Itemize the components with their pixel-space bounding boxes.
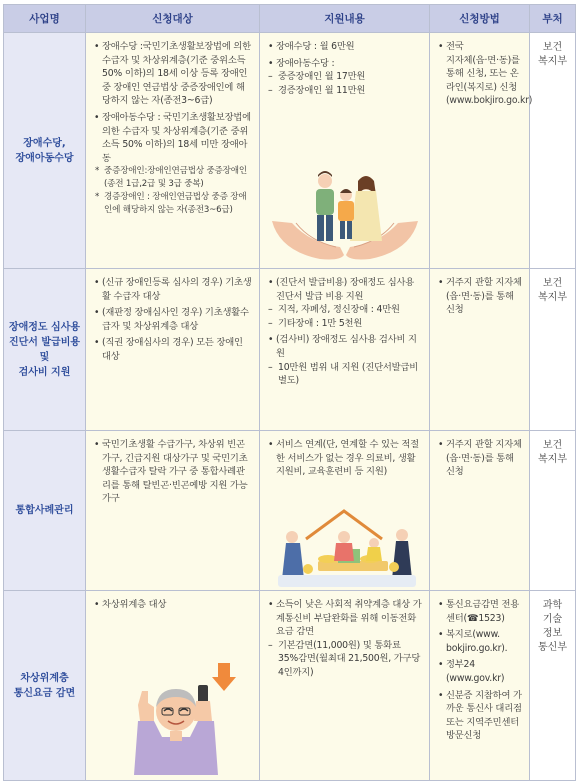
dept-cell: 보건 복지부: [530, 33, 576, 269]
header-target: 신청대상: [86, 5, 260, 33]
table-row: [4, 431, 576, 591]
table-row: [4, 269, 576, 431]
support-cell: • 소득이 낮은 사회적 취약계층 대상 가계통신비 부담완화를 위해 이동전화요금 감면 – 기본감면(11,000원) 및 통화료 35%감면(월최대 21,500원, 가구당 4인까지): [260, 591, 430, 781]
table-row: [4, 591, 576, 781]
target-cell: • (신규 장애인등록 심사의 경우) 기초생활 수급자 대상 • (재판정 장애심사인 경우) 기초생활수급자 및 차상위계층 대상 • (직권 장애심사의 경우) 모든 장애인 대상: [86, 269, 260, 431]
method-cell: • 거주지 관할 지자체(읍·면·동)를 통해 신청: [430, 269, 530, 431]
target-cell: • 장애수당 :국민기초생활보장법에 의한 수급자 및 차상위계층(기준 중위소득 50% 이하)의 18세 이상 등록 장애인 중 장애인 연금법상 중증장애인에 해당하지 않는 자(종전3~6급) • 장애아동수당 : 국민기초생활보장법에 의한 수급자 및 차상위계층(기준 중위소득 50% 이하)의 18세 미만 장애아동 * 중증장애인:장애인연금법상 중증장애인(종전 1급,2급 및 3급 중복) * 경증장애인 : 장애인연금법상 중증 장애인에 해당하지 않는 자(종전3~6급): [86, 33, 260, 269]
method-cell: • 통신요금감면 전용센터(☎1523) • 복지로(www. bokjiro.go.kr). • 정부24 (www.gov.kr) • 신분증 지참하여 가까운 통신사 대리점 또는 지역주민센터 방문신청: [430, 591, 530, 781]
dept-cell: 과학 기술 정보 통신부: [530, 591, 576, 781]
dept-cell: 보건 복지부: [530, 269, 576, 431]
header-method: 신청방법: [430, 5, 530, 33]
method-cell: • 거주지 관할 지자체(읍·면·동)를 통해 신청: [430, 431, 530, 591]
program-name: 통합사례관리: [4, 431, 86, 591]
target-cell: • 국민기초생활 수급가구, 차상위 빈곤가구, 긴급지원 대상가구 및 국민기초생활수급자 탈락 가구 중 통합사례관리를 통해 탈빈곤·빈곤예방 지원 가능가구: [86, 431, 260, 591]
method-cell: • 전국 지자체(읍·면·동)를 통해 신청, 또는 온라인(복지로) 신청 (www.bokjiro.go.kr): [430, 33, 530, 269]
support-cell: • (진단서 발급비용) 장애정도 심사용 진단서 발급 비용 지원 – 지적, 자폐성, 정신장애 : 4만원 – 기타장애 : 1만 5천원 • (검사비) 장애정도 심사용 검사비 지원 – 10만원 범위 내 지원 (진단서발급비 별도): [260, 269, 430, 431]
dept-cell: 보건 복지부: [530, 431, 576, 591]
family-in-hands-illustration: [270, 151, 420, 263]
program-name: 장애수당, 장애아동수당: [4, 33, 86, 269]
target-cell: • 차상위계층 대상: [86, 591, 260, 781]
header-support: 지원내용: [260, 5, 430, 33]
elderly-man-with-phone-illustration: [134, 655, 244, 775]
header-row: [4, 5, 576, 33]
support-cell: • 장애수당 : 월 6만원 • 장애아동수당 : – 중증장애인 월 17만원 – 경증장애인 월 11만원: [260, 33, 430, 269]
program-name: 장애정도 심사용 진단서 발급비용 및 검사비 지원: [4, 269, 86, 431]
welfare-program-table: [3, 4, 576, 781]
header-program: 사업명: [4, 5, 86, 33]
program-name: 차상위계층 통신요금 감면: [4, 591, 86, 781]
family-with-money-illustration: [278, 509, 416, 589]
support-cell: • 서비스 연계(단, 연계할 수 있는 적절한 서비스가 없는 경우 의료비, 생활지원비, 교육훈련비 등 지원): [260, 431, 430, 591]
table-row: [4, 33, 576, 269]
header-dept: 부처: [530, 5, 576, 33]
